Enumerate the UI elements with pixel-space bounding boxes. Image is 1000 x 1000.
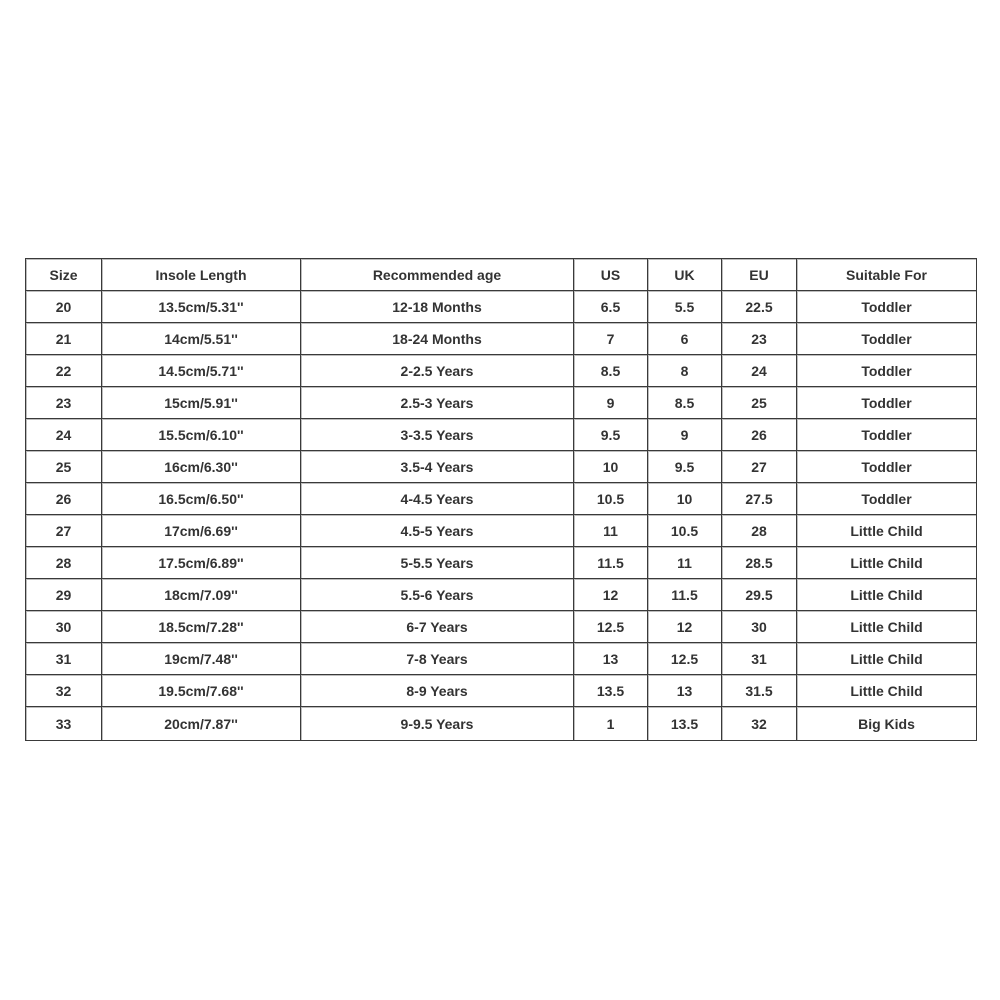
suitable-for-cell: Toddler <box>797 387 976 419</box>
size-cell: 31 <box>26 643 102 675</box>
us-size-cell: 9.5 <box>574 419 648 451</box>
insole-length-cell: 18cm/7.09'' <box>102 579 301 611</box>
suitable-for-cell: Little Child <box>797 643 976 675</box>
us-size-cell: 10 <box>574 451 648 483</box>
eu-size-cell: 28 <box>722 515 797 547</box>
size-cell: 22 <box>26 355 102 387</box>
us-size-cell: 13 <box>574 643 648 675</box>
table-row <box>26 547 976 579</box>
table-row <box>26 643 976 675</box>
table-row <box>26 323 976 355</box>
uk-size-cell: 12 <box>648 611 722 643</box>
table-header <box>26 259 976 291</box>
eu-size-cell: 27.5 <box>722 483 797 515</box>
eu-size-cell: 27 <box>722 451 797 483</box>
suitable-for-cell: Toddler <box>797 483 976 515</box>
uk-size-cell: 9.5 <box>648 451 722 483</box>
uk-size-cell: 8.5 <box>648 387 722 419</box>
eu-size-cell: 32 <box>722 707 797 740</box>
insole-length-cell: 16.5cm/6.50'' <box>102 483 301 515</box>
us-size-cell: 1 <box>574 707 648 740</box>
eu-size-cell: 31.5 <box>722 675 797 707</box>
uk-size-cell: 11.5 <box>648 579 722 611</box>
insole-length-cell: 17cm/6.69'' <box>102 515 301 547</box>
size-cell: 23 <box>26 387 102 419</box>
recommended-age-cell: 2-2.5 Years <box>301 355 574 387</box>
recommended-age-cell: 3-3.5 Years <box>301 419 574 451</box>
suitable-for-cell: Little Child <box>797 675 976 707</box>
insole-length-cell: 19cm/7.48'' <box>102 643 301 675</box>
header-us: US <box>574 259 648 291</box>
recommended-age-cell: 7-8 Years <box>301 643 574 675</box>
table-row <box>26 515 976 547</box>
suitable-for-cell: Little Child <box>797 611 976 643</box>
suitable-for-cell: Little Child <box>797 547 976 579</box>
us-size-cell: 13.5 <box>574 675 648 707</box>
us-size-cell: 12 <box>574 579 648 611</box>
insole-length-cell: 15.5cm/6.10'' <box>102 419 301 451</box>
insole-length-cell: 17.5cm/6.89'' <box>102 547 301 579</box>
us-size-cell: 11 <box>574 515 648 547</box>
recommended-age-cell: 5.5-6 Years <box>301 579 574 611</box>
us-size-cell: 8.5 <box>574 355 648 387</box>
table-row <box>26 451 976 483</box>
header-eu: EU <box>722 259 797 291</box>
table-row <box>26 611 976 643</box>
recommended-age-cell: 9-9.5 Years <box>301 707 574 740</box>
recommended-age-cell: 3.5-4 Years <box>301 451 574 483</box>
uk-size-cell: 9 <box>648 419 722 451</box>
size-cell: 32 <box>26 675 102 707</box>
uk-size-cell: 12.5 <box>648 643 722 675</box>
eu-size-cell: 31 <box>722 643 797 675</box>
table-row <box>26 707 976 740</box>
insole-length-cell: 18.5cm/7.28'' <box>102 611 301 643</box>
us-size-cell: 10.5 <box>574 483 648 515</box>
insole-length-cell: 14.5cm/5.71'' <box>102 355 301 387</box>
recommended-age-cell: 12-18 Months <box>301 291 574 323</box>
us-size-cell: 9 <box>574 387 648 419</box>
eu-size-cell: 28.5 <box>722 547 797 579</box>
table-row <box>26 291 976 323</box>
uk-size-cell: 11 <box>648 547 722 579</box>
table-row <box>26 483 976 515</box>
size-cell: 24 <box>26 419 102 451</box>
us-size-cell: 7 <box>574 323 648 355</box>
suitable-for-cell: Toddler <box>797 323 976 355</box>
suitable-for-cell: Little Child <box>797 515 976 547</box>
uk-size-cell: 13 <box>648 675 722 707</box>
suitable-for-cell: Big Kids <box>797 707 976 740</box>
size-cell: 20 <box>26 291 102 323</box>
eu-size-cell: 26 <box>722 419 797 451</box>
recommended-age-cell: 2.5-3 Years <box>301 387 574 419</box>
uk-size-cell: 10.5 <box>648 515 722 547</box>
eu-size-cell: 23 <box>722 323 797 355</box>
table-row <box>26 387 976 419</box>
eu-size-cell: 25 <box>722 387 797 419</box>
header-uk: UK <box>648 259 722 291</box>
uk-size-cell: 13.5 <box>648 707 722 740</box>
recommended-age-cell: 4.5-5 Years <box>301 515 574 547</box>
recommended-age-cell: 4-4.5 Years <box>301 483 574 515</box>
header-row <box>26 259 976 291</box>
eu-size-cell: 22.5 <box>722 291 797 323</box>
recommended-age-cell: 8-9 Years <box>301 675 574 707</box>
header-insole-length: Insole Length <box>102 259 301 291</box>
header-suitable-for: Suitable For <box>797 259 976 291</box>
uk-size-cell: 8 <box>648 355 722 387</box>
size-cell: 27 <box>26 515 102 547</box>
eu-size-cell: 29.5 <box>722 579 797 611</box>
table-row <box>26 355 976 387</box>
insole-length-cell: 20cm/7.87'' <box>102 707 301 740</box>
insole-length-cell: 14cm/5.51'' <box>102 323 301 355</box>
header-size: Size <box>26 259 102 291</box>
insole-length-cell: 19.5cm/7.68'' <box>102 675 301 707</box>
suitable-for-cell: Little Child <box>797 579 976 611</box>
eu-size-cell: 30 <box>722 611 797 643</box>
header-recommended-age: Recommended age <box>301 259 574 291</box>
insole-length-cell: 13.5cm/5.31'' <box>102 291 301 323</box>
table-row <box>26 579 976 611</box>
size-cell: 29 <box>26 579 102 611</box>
table-row <box>26 675 976 707</box>
size-chart-table <box>25 258 977 741</box>
us-size-cell: 11.5 <box>574 547 648 579</box>
suitable-for-cell: Toddler <box>797 291 976 323</box>
table-row <box>26 419 976 451</box>
recommended-age-cell: 6-7 Years <box>301 611 574 643</box>
suitable-for-cell: Toddler <box>797 355 976 387</box>
suitable-for-cell: Toddler <box>797 419 976 451</box>
size-cell: 25 <box>26 451 102 483</box>
recommended-age-cell: 5-5.5 Years <box>301 547 574 579</box>
suitable-for-cell: Toddler <box>797 451 976 483</box>
table-body <box>26 291 976 740</box>
uk-size-cell: 10 <box>648 483 722 515</box>
recommended-age-cell: 18-24 Months <box>301 323 574 355</box>
size-cell: 33 <box>26 707 102 740</box>
insole-length-cell: 16cm/6.30'' <box>102 451 301 483</box>
uk-size-cell: 5.5 <box>648 291 722 323</box>
insole-length-cell: 15cm/5.91'' <box>102 387 301 419</box>
size-cell: 26 <box>26 483 102 515</box>
size-cell: 28 <box>26 547 102 579</box>
size-cell: 21 <box>26 323 102 355</box>
uk-size-cell: 6 <box>648 323 722 355</box>
us-size-cell: 6.5 <box>574 291 648 323</box>
us-size-cell: 12.5 <box>574 611 648 643</box>
eu-size-cell: 24 <box>722 355 797 387</box>
size-cell: 30 <box>26 611 102 643</box>
